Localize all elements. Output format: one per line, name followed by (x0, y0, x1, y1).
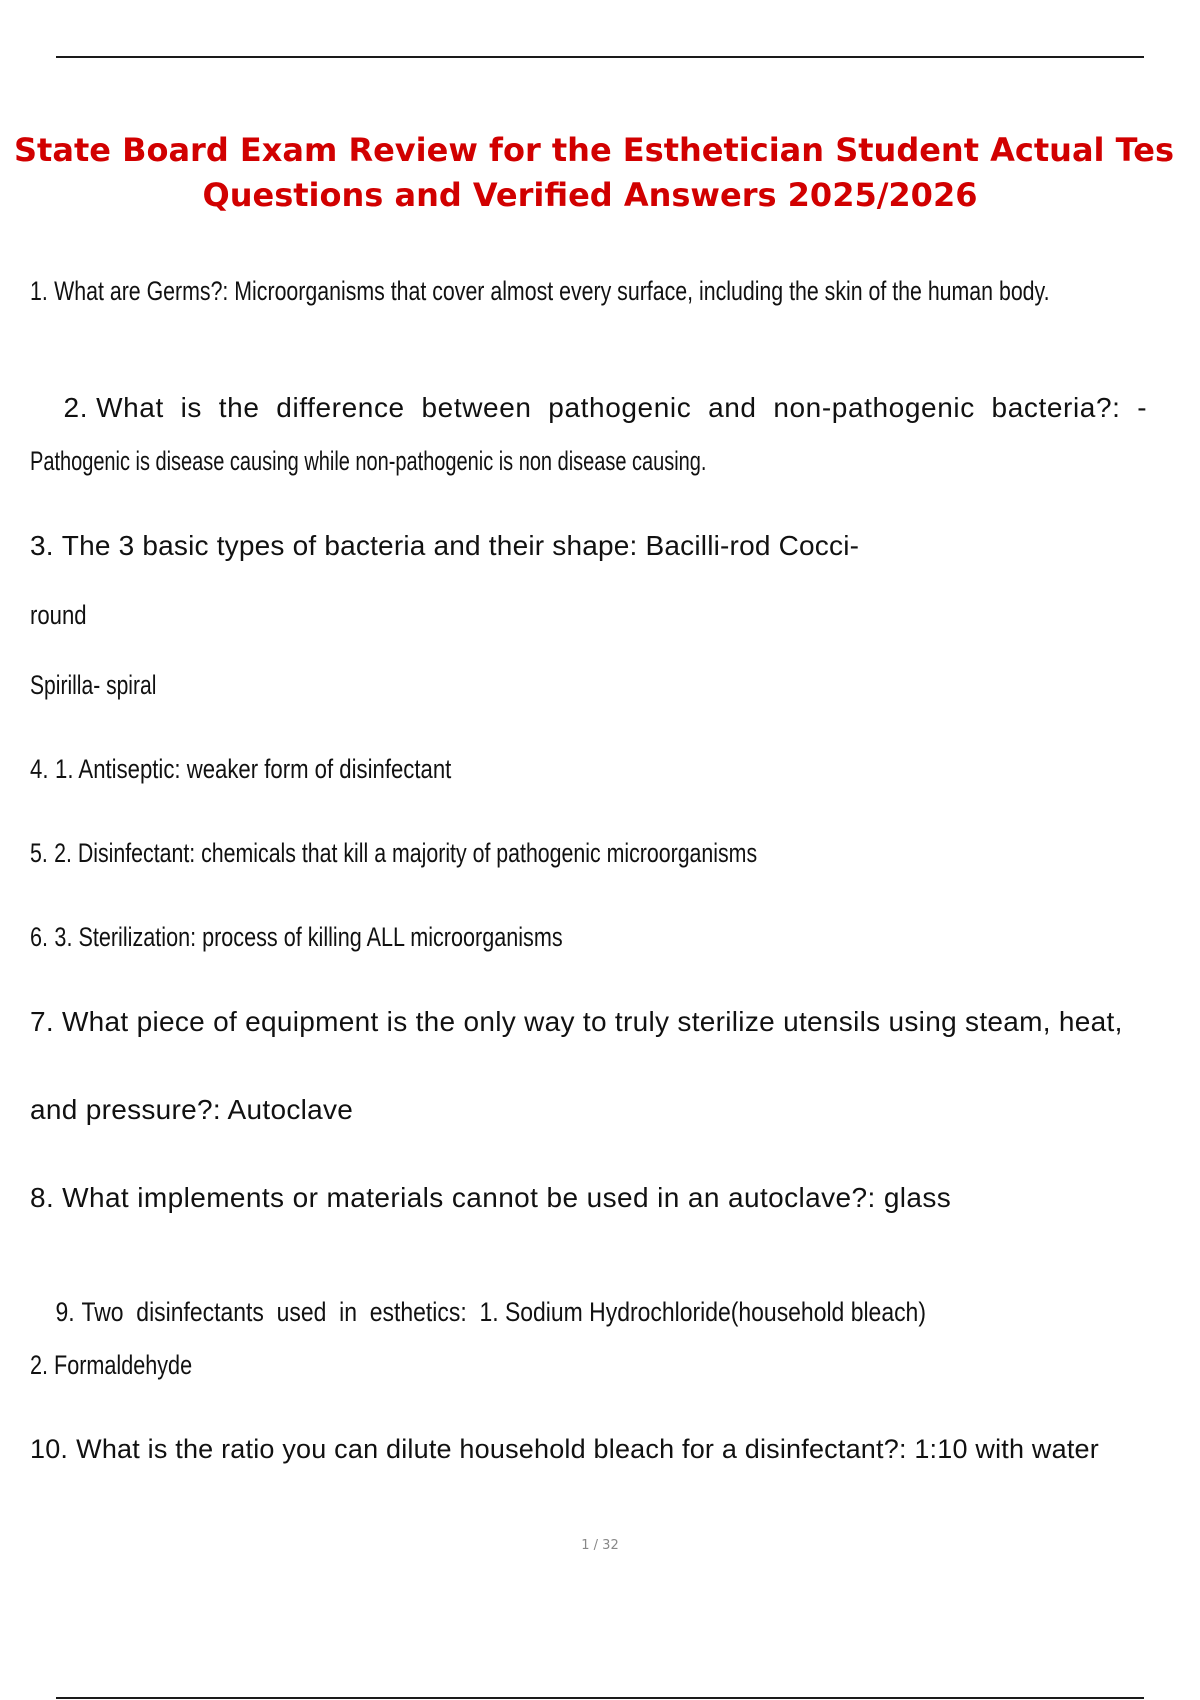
list-item (30, 446, 944, 477)
item-text: What are Germs?: Microorganisms that cover almost every surface, including the skin of the human body. (54, 276, 1050, 306)
top-rule (56, 56, 1144, 58)
bottom-rule (56, 1697, 1144, 1699)
item-text: What piece of equipment is the only way to truly sterilize utensils using steam, heat, (61, 1006, 1123, 1037)
item-text: 2. Disinfectant: chemicals that kill a majority of pathogenic microorganisms (54, 838, 758, 868)
list-item (30, 1182, 951, 1214)
list-item (30, 360, 1147, 456)
list-item (30, 530, 859, 562)
list-item (30, 1094, 353, 1126)
item-number: 5. (30, 838, 48, 868)
list-item (30, 1266, 1084, 1359)
item-number: 4. (30, 754, 49, 784)
list-item (30, 754, 544, 785)
title-line-2: Questions and Verified Answers 2025/2026 (202, 176, 978, 214)
item-text: Pathogenic is disease causing while non-pathogenic is non disease causing. (30, 446, 707, 476)
item-text: Two disinfectants used in esthetics: 1. Sodium Hydrochloride(household bleach) (81, 1297, 926, 1327)
list-item (30, 1006, 1123, 1038)
list-item (30, 838, 950, 869)
item-number: 3. (30, 530, 54, 561)
item-number: 1. (30, 276, 48, 306)
title-line-1: State Board Exam Review for the Esthetician Student Actual Tes (14, 131, 1174, 169)
page-title (0, 128, 1200, 218)
item-number: 6. (30, 922, 49, 952)
item-number: 7. (30, 1006, 54, 1037)
page-indicator: 1 / 32 (581, 1538, 619, 1553)
item-number: 2. (63, 392, 89, 423)
list-item (30, 276, 1200, 307)
list-item (30, 922, 696, 953)
item-text: 2. Formaldehyde (30, 1350, 193, 1380)
item-text: 1. Antiseptic: weaker form of disinfectant (55, 754, 452, 784)
item-text: What implements or materials cannot be used in an autoclave?: glass (62, 1182, 952, 1213)
item-text: Spirilla- spiral (30, 670, 157, 700)
item-number: 10. (30, 1434, 69, 1464)
item-number: 8. (30, 1182, 55, 1213)
list-item (30, 1434, 1099, 1465)
item-text: round (30, 600, 87, 630)
item-number: 9. (55, 1297, 75, 1327)
item-text: The 3 basic types of bacteria and their shape: Bacilli-rod Cocci- (61, 530, 860, 561)
item-text: What is the difference between pathogenic and non-pathogenic bacteria?: - (96, 392, 1148, 423)
item-text: and pressure?: Autoclave (30, 1094, 354, 1125)
item-text: What is the ratio you can dilute household bleach for a disinfectant?: 1:10 with water (76, 1434, 1099, 1464)
list-item (30, 1350, 233, 1381)
item-text: 3. Sterilization: process of killing ALL microorganisms (54, 922, 563, 952)
list-item (30, 670, 192, 701)
list-item (30, 600, 99, 631)
